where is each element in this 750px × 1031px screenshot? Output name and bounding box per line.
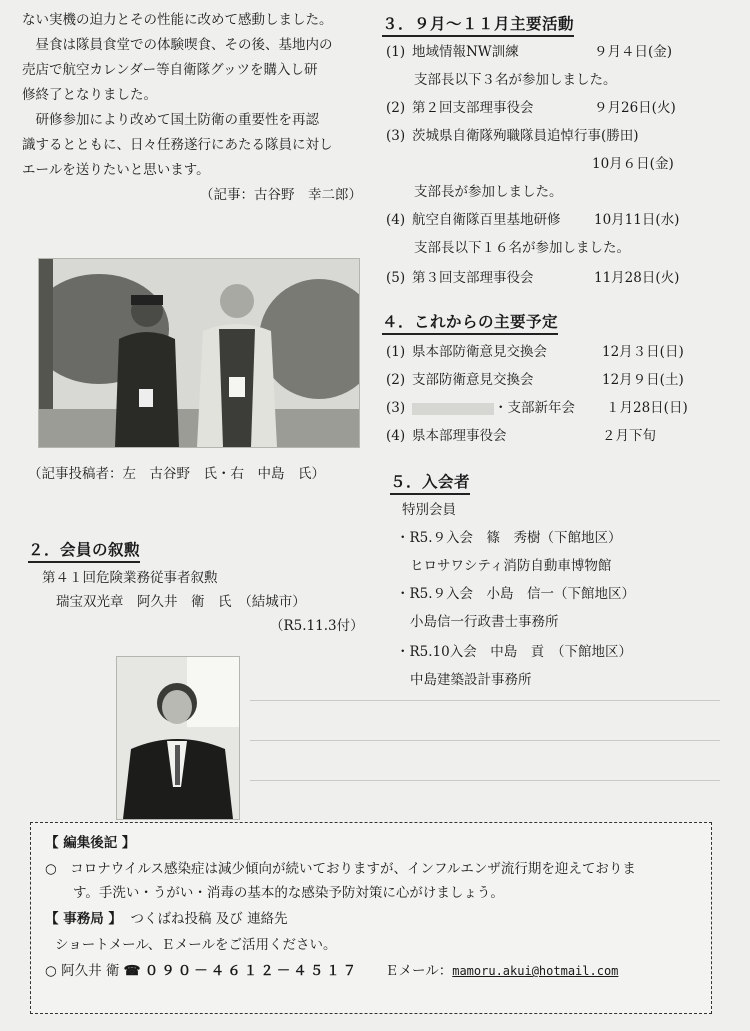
activity-date: ９月26日(火) [594,100,676,116]
article-text [22,8,362,208]
activity-item [386,124,639,144]
section-2-title: ２．会員の叙勲 [28,538,140,563]
article-line: ない実機の迫力とその性能に改めて感動しました。 [22,12,333,28]
article-line: 昼食は隊員食堂での体験喫食、その後、基地内の [35,37,333,53]
schedule-number: (1) [386,344,406,360]
phone-icon: ☎ [123,963,141,979]
schedule-number: (4) [386,428,406,444]
photo-honoree [116,656,240,820]
editor-note: す。手洗い・うがい・消毒の基本的な感染予防対策に心がけましょう。 [73,885,504,901]
activity-note: 支部長が参加しました。 [414,184,563,200]
office-heading-line [45,907,288,927]
bleed-through [250,780,720,781]
activity-label: 航空自衛隊百里基地研修 [412,212,561,228]
photo-contributors-caption: （記事投稿者：左 古谷野 氏・右 中島 氏） [28,466,325,482]
activity-number: (2) [386,100,406,116]
photo-contributors-image [39,259,359,447]
member-org: 小島信一行政書士事務所 [410,614,559,630]
contact-line [45,959,359,979]
activity-date: 10月11日(水) [594,212,680,228]
bleed-through [250,740,720,741]
office-instruction: ショートメール、Ｅメールをご活用ください。 [55,937,337,953]
activity-date: 11月28日(火) [594,270,680,286]
article-line: 売店で航空カレンダー等自衛隊グッツを購入し研 [22,62,318,78]
activity-note: 支部長以下１６名が参加しました。 [414,240,630,256]
section-3-title: ３．９月～１１月主要活動 [382,12,574,37]
photo-honoree-image [117,657,239,819]
section-2-line: 瑞宝双光章 阿久井 衛 氏 （結城市） [56,594,306,610]
activity-item [386,266,534,286]
schedule-item [386,424,507,444]
activity-date: ９月４日(金) [594,44,673,60]
schedule-item [386,396,575,416]
schedule-number: (3) [386,400,406,416]
office-text: つくばね投稿 及び 連絡先 [130,911,288,927]
activity-note: 支部長以下３名が参加しました。 [414,72,617,88]
office-heading: 【 事務局 】 [45,911,122,927]
schedule-label: 支部防衛意見交換会 [412,372,534,388]
member-entry: ・R5.９入会 篠 秀樹（下館地区） [396,530,622,546]
activity-number: (4) [386,212,406,228]
article-line: 研修参加により改めて国土防衛の重要性を再認 [35,112,319,128]
bleed-through [250,700,720,701]
photo-contributors [38,258,360,448]
schedule-date: ２月下旬 [602,428,656,444]
activity-number: (1) [386,44,406,60]
activity-label: 第３回支部理事役会 [412,270,534,286]
activity-number: (3) [386,128,406,144]
section-4-title: ４．これからの主要予定 [382,310,558,335]
activity-item [386,40,519,60]
email-link[interactable]: mamoru.akui@hotmail.com [452,964,619,978]
section-5-title: ５．入会者 [390,470,470,495]
schedule-label: 県本部理事役会 [412,428,507,444]
member-org: ヒロサワシティ消防自動車博物館 [410,558,612,574]
member-entry: ・R5.９入会 小島 信一（下館地区） [396,586,636,602]
schedule-date: １月28日(日) [606,400,688,416]
schedule-label: 県本部防衛意見交換会 [412,344,547,360]
editor-note: ○ コロナウイルス感染症は減少傾向が続いておりますが、インフルエンザ流行期を迎えておりま [45,861,636,877]
member-entry: ・R5.10入会 中島 貢 （下館地区） [396,644,632,660]
schedule-date: 12月９日(土) [602,372,684,388]
activity-date: 10月６日(金) [592,156,674,172]
editor-notes-box [30,822,712,1014]
email-line [385,959,618,979]
member-category: 特別会員 [402,502,456,518]
contact-name: ○ 阿久井 衛 [45,963,120,979]
phone-number: ０９０－４６１２－４５１７ [144,963,360,979]
activity-label: 第２回支部理事役会 [412,100,534,116]
obscured-text [412,403,494,415]
article-line: 識するとともに、日々任務遂行にあたる隊員に対し [22,137,333,153]
activity-item [386,96,534,116]
schedule-date: 12月３日(日) [602,344,684,360]
schedule-item [386,368,534,388]
activity-label: 地域情報NW訓練 [412,44,519,60]
article-line: 修終了となりました。 [22,87,157,103]
section-2-date: （R5.11.3付） [270,618,364,634]
schedule-label: ・支部新年会 [494,400,575,416]
section-2-line: 第４１回危険業務従事者叙勲 [42,570,218,586]
schedule-item [386,340,547,360]
activity-label: 茨城県自衛隊殉職隊員追悼行事(勝田) [412,128,639,144]
schedule-number: (2) [386,372,406,388]
editor-heading: 【 編集後記 】 [45,835,136,851]
activity-number: (5) [386,270,406,286]
activity-item [386,208,561,228]
email-label: Ｅメール： [385,963,453,979]
member-org: 中島建築設計事務所 [410,672,532,688]
article-byline: （記事：古谷野 幸二郎） [200,187,362,203]
article-line: エールを送りたいと思います。 [22,162,210,178]
